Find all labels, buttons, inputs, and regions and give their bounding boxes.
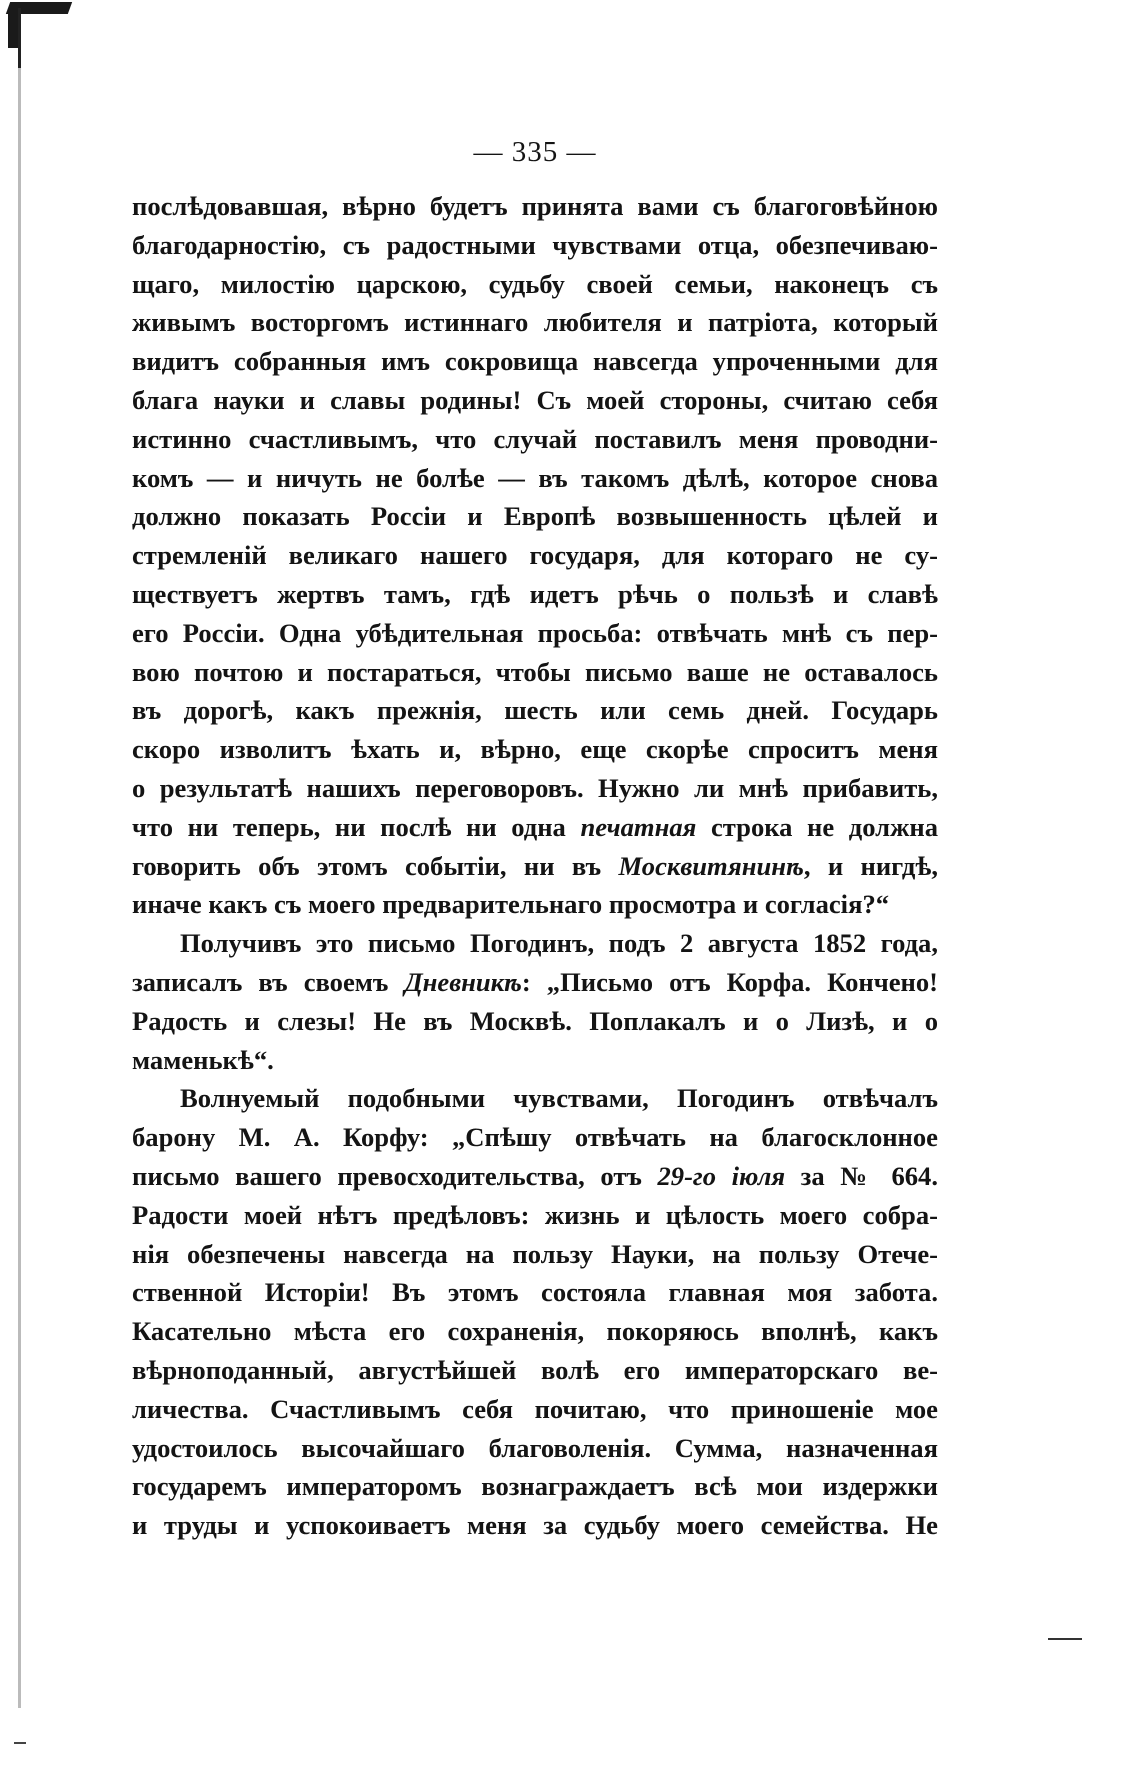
text-line: Радость и слезы! Не въ Москвѣ. Поплакалъ и о Лизѣ, и о xyxy=(132,1005,938,1036)
text-line: Получивъ это письмо Погодинъ, подъ 2 августа 1852 года, xyxy=(180,928,938,959)
text-line: Радости моей нѣтъ предѣловъ: жизнь и цѣлость моего собра- xyxy=(132,1199,938,1230)
text-segment: говорить объ этомъ событіи, ни въ xyxy=(132,850,619,881)
text-line-with-italic xyxy=(132,808,938,847)
italic-term: Москвитянинѣ xyxy=(618,850,804,881)
paragraph-3 xyxy=(132,1079,938,1545)
text-line: истинно счастливымъ, что случай поставилъ меня проводни- xyxy=(132,423,938,454)
text-line: Касательно мѣста его сохраненія, покоряюсь вполнѣ, какъ xyxy=(132,1316,938,1347)
text-line: государемъ императоромъ вознаграждаетъ всѣ мои издержки xyxy=(132,1471,938,1502)
text-line-with-italic xyxy=(132,963,938,1002)
text-line: должно показать Россіи и Европѣ возвышенность цѣлей и xyxy=(132,501,938,532)
text-line: иначе какъ съ моего предварительнаго просмотра и согласія?“ xyxy=(132,889,890,920)
text-line: вою почтою и постараться, чтобы письмо ваше не оставалось xyxy=(132,656,938,687)
scan-corner-mark-vertical xyxy=(8,8,18,48)
text-line: его Россіи. Одна убѣдительная просьба: отвѣчать мнѣ съ пер- xyxy=(132,617,938,648)
text-segment: : „Письмо отъ Корфа. Кончено! xyxy=(521,966,938,997)
margin-dash-mark-small xyxy=(14,1742,26,1744)
book-page xyxy=(132,136,938,1545)
text-line-with-italic xyxy=(132,847,938,886)
text-line: удостоилось высочайшаго благоволенія. Сумма, назначенная xyxy=(132,1432,938,1463)
text-line: блага науки и славы родины! Съ моей стороны, считаю себя xyxy=(132,384,938,415)
text-segment: записалъ въ своемъ xyxy=(132,966,405,997)
text-line: комъ — и ничуть не болѣе — въ такомъ дѣлѣ, которое снова xyxy=(132,462,938,493)
text-line: видитъ собранныя имъ сокровища навсегда упроченными для xyxy=(132,346,938,377)
paragraph-2 xyxy=(132,924,938,1079)
text-line: въ дорогѣ, какъ прежнія, шесть или семь дней. Государь xyxy=(132,695,938,726)
text-line: о результатѣ нашихъ переговоровъ. Нужно ли мнѣ прибавить, xyxy=(132,772,938,803)
italic-term: 29-го іюля xyxy=(657,1160,786,1191)
text-line: благодарностію, съ радостными чувствами отца, обезпечиваю- xyxy=(132,229,938,260)
text-line: живымъ восторгомъ истиннаго любителя и патріота, который xyxy=(132,307,938,338)
paragraph-1 xyxy=(132,187,938,924)
text-segment: за № 664. xyxy=(785,1160,938,1191)
text-line: стремленій великаго нашего государя, для котораго не су- xyxy=(132,540,938,571)
text-line: Волнуемый подобными чувствами, Погодинъ отвѣчалъ xyxy=(180,1083,938,1114)
scan-binding-edge xyxy=(18,8,21,1708)
text-line: маменькѣ“. xyxy=(132,1044,274,1075)
text-line: личества. Счастливымъ себя почитаю, что приношеніе мое xyxy=(132,1393,938,1424)
text-segment: письмо вашего превосходительства, отъ xyxy=(132,1160,658,1191)
italic-term: Дневникѣ xyxy=(404,966,522,997)
text-line: барону М. А. Корфу: „Спѣшу отвѣчать на благосклонное xyxy=(132,1122,938,1153)
italic-term: печатная xyxy=(580,811,697,842)
text-line: щаго, милостію царскою, судьбу своей семьи, наконецъ съ xyxy=(132,268,938,299)
text-line-with-italic xyxy=(132,1157,938,1196)
text-line: послѣдовавшая, вѣрно будетъ принята вами съ благоговѣйною xyxy=(132,191,938,221)
text-segment: , и нигдѣ, xyxy=(803,850,938,881)
text-line: скоро изволитъ ѣхать и, вѣрно, еще скорѣе спроситъ меня xyxy=(132,734,938,765)
text-segment: что ни теперь, ни послѣ ни одна xyxy=(132,811,581,842)
text-line: ственной Исторіи! Въ этомъ состояла главная моя забота. xyxy=(132,1277,938,1308)
text-segment: строка не должна xyxy=(696,811,938,842)
page-number: — 335 — xyxy=(473,136,597,168)
text-line: вѣрноподанный, августѣйшей волѣ его императорскаго ве- xyxy=(132,1354,938,1385)
margin-dash-mark xyxy=(1048,1638,1082,1640)
text-line: нія обезпечены навсегда на пользу Науки, на пользу Отече- xyxy=(132,1238,938,1269)
text-line: ществуетъ жертвъ тамъ, гдѣ идетъ рѣчь о пользѣ и славѣ xyxy=(132,578,938,609)
text-line: и труды и успокоиваетъ меня за судьбу моего семейства. Не xyxy=(132,1510,938,1541)
